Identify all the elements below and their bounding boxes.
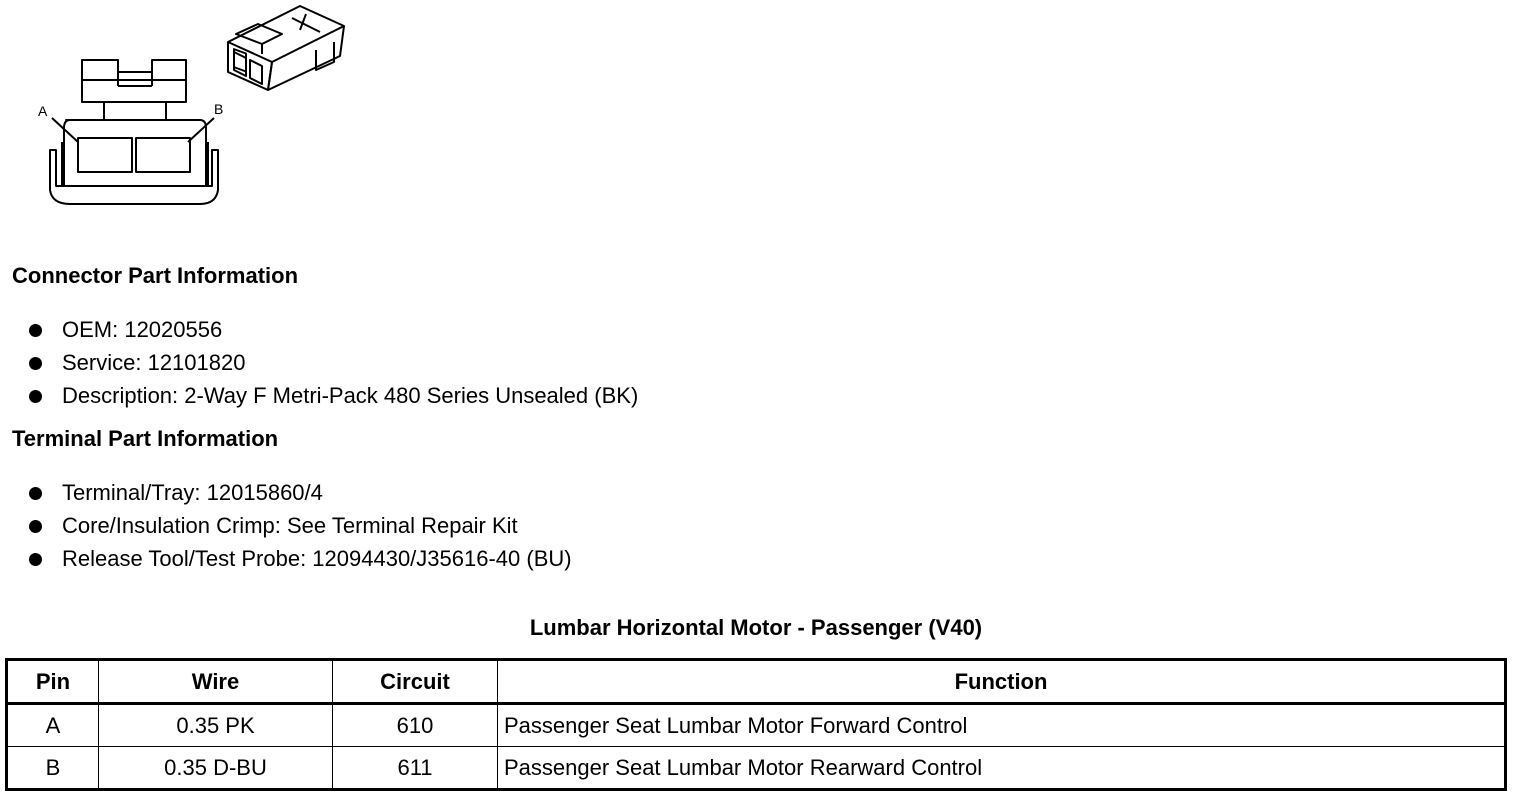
cell-wire: 0.35 PK [99,704,333,747]
cavity-a [78,138,132,172]
cell-pin: A [7,704,99,747]
connector-isometric [228,6,344,90]
column-header-circuit: Circuit [333,660,498,704]
list-item [0,346,638,379]
terminal-tray: Terminal/Tray: 12015860/4 [62,480,323,505]
list-item [0,379,638,412]
terminal-part-heading: Terminal Part Information [12,426,279,451]
cell-function: Passenger Seat Lumbar Motor Forward Control [498,704,1506,747]
terminal-part-list [0,476,572,575]
column-header-wire: Wire [99,660,333,704]
list-item [0,542,572,575]
bullet-icon [29,520,42,533]
column-header-function: Function [498,660,1506,704]
connector-part-heading: Connector Part Information [12,263,299,288]
table-title: Lumbar Horizontal Motor - Passenger (V40) [529,615,983,640]
list-item [0,476,572,509]
bullet-icon [29,324,42,337]
cell-circuit: 611 [333,747,498,790]
table-header-row [7,660,1506,704]
bullet-icon [29,357,42,370]
terminal-crimp: Core/Insulation Crimp: See Terminal Repair Kit [62,513,518,538]
terminal-release-tool: Release Tool/Test Probe: 12094430/J35616-40 (BU) [62,546,572,571]
pin-label-a: A [38,103,48,119]
cell-wire: 0.35 D-BU [99,747,333,790]
connector-oem: OEM: 12020556 [62,317,223,342]
cell-pin: B [7,747,99,790]
connector-description: Description: 2-Way F Metri-Pack 480 Series Unsealed (BK) [62,383,639,408]
bullet-icon [29,487,42,500]
pin-label-b: B [214,101,224,117]
connector-service: Service: 12101820 [62,350,246,375]
bullet-icon [29,390,42,403]
connector-part-list [0,313,638,412]
list-item [0,313,638,346]
cell-function: Passenger Seat Lumbar Motor Rearward Control [498,747,1506,790]
cavity-b [136,138,190,172]
connector-drawing [0,0,380,230]
pinout-table [5,658,1507,791]
table-row [7,704,1506,747]
cell-circuit: 610 [333,704,498,747]
bullet-icon [29,553,42,566]
table-row [7,747,1506,790]
column-header-pin: Pin [7,660,99,704]
list-item [0,509,572,542]
